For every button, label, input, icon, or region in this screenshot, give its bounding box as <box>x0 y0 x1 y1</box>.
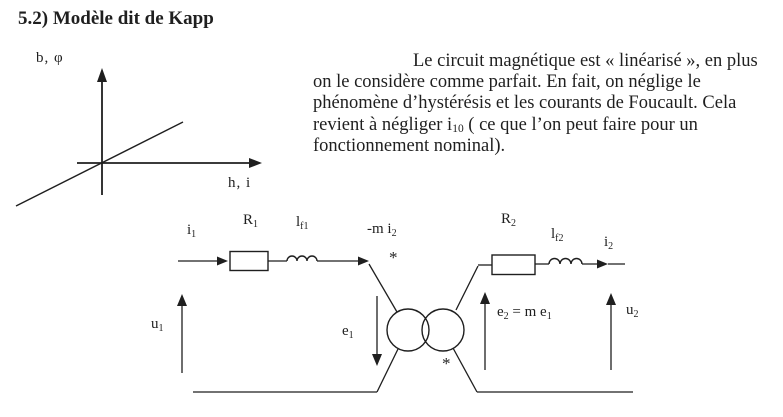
label-text: R <box>501 211 512 227</box>
e2-voltage-arrowhead <box>480 292 490 304</box>
label-e2-equals-me1 <box>497 305 552 320</box>
transformer-primary-winding <box>387 309 429 351</box>
label-sub: 2 <box>511 218 517 229</box>
label-lf1 <box>296 215 309 230</box>
paragraph-line: Le circuit magnétique est « linéarisé », en plus <box>413 51 758 71</box>
section-heading: 5.2) Modèle dit de Kapp <box>18 8 214 29</box>
resistor-R2 <box>492 255 535 275</box>
label-text: R <box>243 212 254 228</box>
resistor-R1 <box>230 252 268 271</box>
label-sub: 1 <box>253 219 259 230</box>
label-text: l <box>551 226 556 242</box>
u1-voltage-arrowhead <box>177 294 187 306</box>
kapp-equivalent-circuit <box>177 252 633 393</box>
secondary-diagonal-wire-top <box>456 266 478 310</box>
i1-current-arrowhead <box>217 257 228 266</box>
polarity-star-primary: * <box>389 248 398 267</box>
label-minus-mi2 <box>367 222 397 237</box>
label-text: e <box>497 304 504 320</box>
label-u2 <box>626 303 639 318</box>
polarity-star-secondary: * <box>442 354 451 373</box>
primary-diagonal-wire-top <box>369 264 397 312</box>
paragraph-text: revient à négliger i <box>313 114 453 135</box>
label-text: e <box>342 323 349 339</box>
y-axis-arrowhead <box>97 68 107 82</box>
x-axis-arrowhead <box>249 158 262 168</box>
label-sub: f1 <box>300 221 309 232</box>
label-text: l <box>296 214 301 230</box>
subscript-i10: 10 <box>452 122 464 135</box>
label-sub: 2 <box>503 311 509 322</box>
label-i2 <box>604 235 613 250</box>
label-text: i <box>187 222 192 238</box>
label-text: u <box>151 316 159 332</box>
transformer-secondary-winding <box>422 309 464 351</box>
inductor-lf2 <box>549 259 582 265</box>
label-sub: 1 <box>348 330 354 341</box>
label-sub: 1 <box>158 323 164 334</box>
label-u1 <box>151 317 164 332</box>
label-R1 <box>243 213 258 228</box>
i2-current-arrowhead <box>597 260 608 269</box>
paragraph-line: on le considère comme parfait. En fait, on néglige le <box>313 72 701 93</box>
x-axis-label: h, i <box>228 175 252 191</box>
label-text: -m i <box>367 221 392 237</box>
label-sub: 2 <box>608 241 614 252</box>
label-sub: 2 <box>391 228 397 239</box>
mi2-current-arrowhead <box>358 257 369 266</box>
u2-voltage-arrowhead <box>606 293 616 305</box>
y-axis-label: b, φ <box>36 50 64 66</box>
label-sub: 1 <box>191 229 197 240</box>
paragraph-line: phénomène d’hystérésis et les courants de Foucault. Cela <box>313 93 737 114</box>
linear-bh-line <box>16 122 183 206</box>
label-e1 <box>342 324 354 339</box>
label-text: u <box>626 302 634 318</box>
e1-voltage-arrowhead <box>372 354 382 366</box>
label-R2 <box>501 212 516 227</box>
label-i1 <box>187 223 196 238</box>
label-text: = m e <box>508 304 547 320</box>
label-text: i <box>604 234 609 250</box>
paragraph-text: ( ce que l’on peut faire pour un <box>463 114 698 135</box>
label-sub: f2 <box>555 233 564 244</box>
label-sub: 2 <box>633 309 639 320</box>
label-sub: 1 <box>546 311 552 322</box>
label-lf2 <box>551 227 564 242</box>
linearized-magnetization-graph <box>16 68 262 206</box>
paragraph-line: fonctionnement nominal). <box>313 135 506 156</box>
secondary-diagonal-wire-bottom <box>453 348 477 392</box>
inductor-lf1 <box>287 256 317 261</box>
